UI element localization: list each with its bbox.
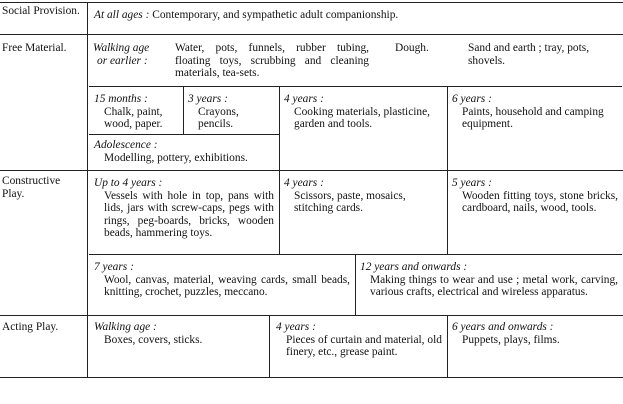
free-15months-heading: 15 months : <box>94 93 148 105</box>
acting-6years-heading: 6 years and onwards : <box>452 321 554 333</box>
free-adolescence-text: Modelling, pottery, exhibitions. <box>104 151 248 164</box>
free-walking-heading-line2: or earlier : <box>97 54 148 67</box>
rule-after-free <box>0 170 623 171</box>
free-6years-text: Paints, household and camping equipment. <box>462 105 604 131</box>
rule-free-inner-1 <box>89 86 622 87</box>
constructive-12years <box>360 261 618 299</box>
rule-category-divider <box>87 2 88 377</box>
constructive-5years <box>452 177 618 215</box>
constructive-4years-text: Scissors, paste, mosaics, stitching cards. <box>294 189 406 215</box>
category-acting: Acting Play. <box>2 321 59 333</box>
rule-free-4y-6y <box>447 86 448 170</box>
rule-constructive-b <box>447 170 448 254</box>
rule-free-inner-2 <box>89 134 279 135</box>
constructive-5years-heading: 5 years : <box>452 177 492 189</box>
free-4years-text: Cooking materials, plasticine, garden and tools. <box>294 105 431 131</box>
free-walking-heading <box>93 42 171 67</box>
free-15months <box>94 93 180 131</box>
rule-acting-a <box>269 315 270 377</box>
free-dough: Dough. <box>395 42 429 54</box>
rule-after-social <box>0 34 623 35</box>
constructive-12years-heading: 12 years and onwards : <box>360 261 468 273</box>
rule-constructive-c <box>355 254 356 315</box>
social-text: Contemporary, and sympathetic adult companionship. <box>152 9 399 21</box>
category-constructive: Constructive Play. <box>2 175 61 200</box>
constructive-upto4 <box>94 177 274 240</box>
free-3years-heading: 3 years : <box>188 93 228 105</box>
acting-walking-text: Boxes, covers, sticks. <box>104 333 203 346</box>
rule-free-15m-3y <box>183 86 184 134</box>
acting-6years <box>452 321 618 346</box>
free-6years <box>452 93 616 131</box>
category-free: Free Material. <box>2 42 67 54</box>
constructive-5years-text: Wooden fitting toys, stone bricks, cardboard, nails, wood, tools. <box>462 189 618 215</box>
constructive-upto4-heading: Up to 4 years : <box>94 177 163 189</box>
constructive-4years-heading: 4 years : <box>284 177 324 189</box>
rule-constructive-a <box>279 170 280 254</box>
constructive-7years <box>94 261 350 299</box>
acting-4years-text: Pieces of curtain and material, old finery, etc., grease paint. <box>286 333 442 359</box>
free-6years-heading: 6 years : <box>452 93 492 105</box>
free-15months-text: Chalk, paint, wood, paper. <box>104 105 163 131</box>
free-4years <box>284 93 442 131</box>
rule-top <box>0 2 623 3</box>
constructive-12years-text: Making things to wear and use ; metal work, carving, various crafts, electrical and wireless apparatus. <box>370 273 618 299</box>
free-sand: Sand and earth ; tray, pots, shovels. <box>468 42 590 67</box>
acting-4years <box>276 321 442 359</box>
free-3years-text: Crayons, pencils. <box>198 105 239 131</box>
free-adolescence <box>94 139 276 164</box>
acting-6years-text: Puppets, plays, films. <box>462 333 560 346</box>
constructive-7years-heading: 7 years : <box>94 261 134 273</box>
social-cell <box>94 9 614 22</box>
constructive-upto4-text: Vessels with hole in top, pans with lids, jars with screw-caps, pegs with rings, peg-boards, bricks, wooden beads, hammering toys. <box>104 189 274 240</box>
social-heading: At all ages : <box>94 9 150 21</box>
rule-free-3y-4y <box>279 86 280 170</box>
free-3years <box>188 93 276 131</box>
acting-4years-heading: 4 years : <box>276 321 316 333</box>
free-walking-heading-line1: Walking age <box>93 42 150 54</box>
acting-walking <box>94 321 264 346</box>
rule-after-acting <box>0 377 623 378</box>
acting-walking-heading: Walking age : <box>94 321 157 333</box>
constructive-4years <box>284 177 442 215</box>
category-social: Social Provision. <box>2 5 80 17</box>
constructive-7years-text: Wool, canvas, material, weaving cards, small beads, knitting, crochet, puzzles, meccano. <box>104 273 350 299</box>
free-4years-heading: 4 years : <box>284 93 324 105</box>
rule-acting-b <box>447 315 448 377</box>
free-adolescence-heading: Adolescence : <box>94 139 158 151</box>
free-walking-items: Water, pots, funnels, rubber tubing, floating toys, scrubbing and cleaning materials, tea-sets. <box>175 42 369 80</box>
rule-after-constructive <box>0 315 623 316</box>
